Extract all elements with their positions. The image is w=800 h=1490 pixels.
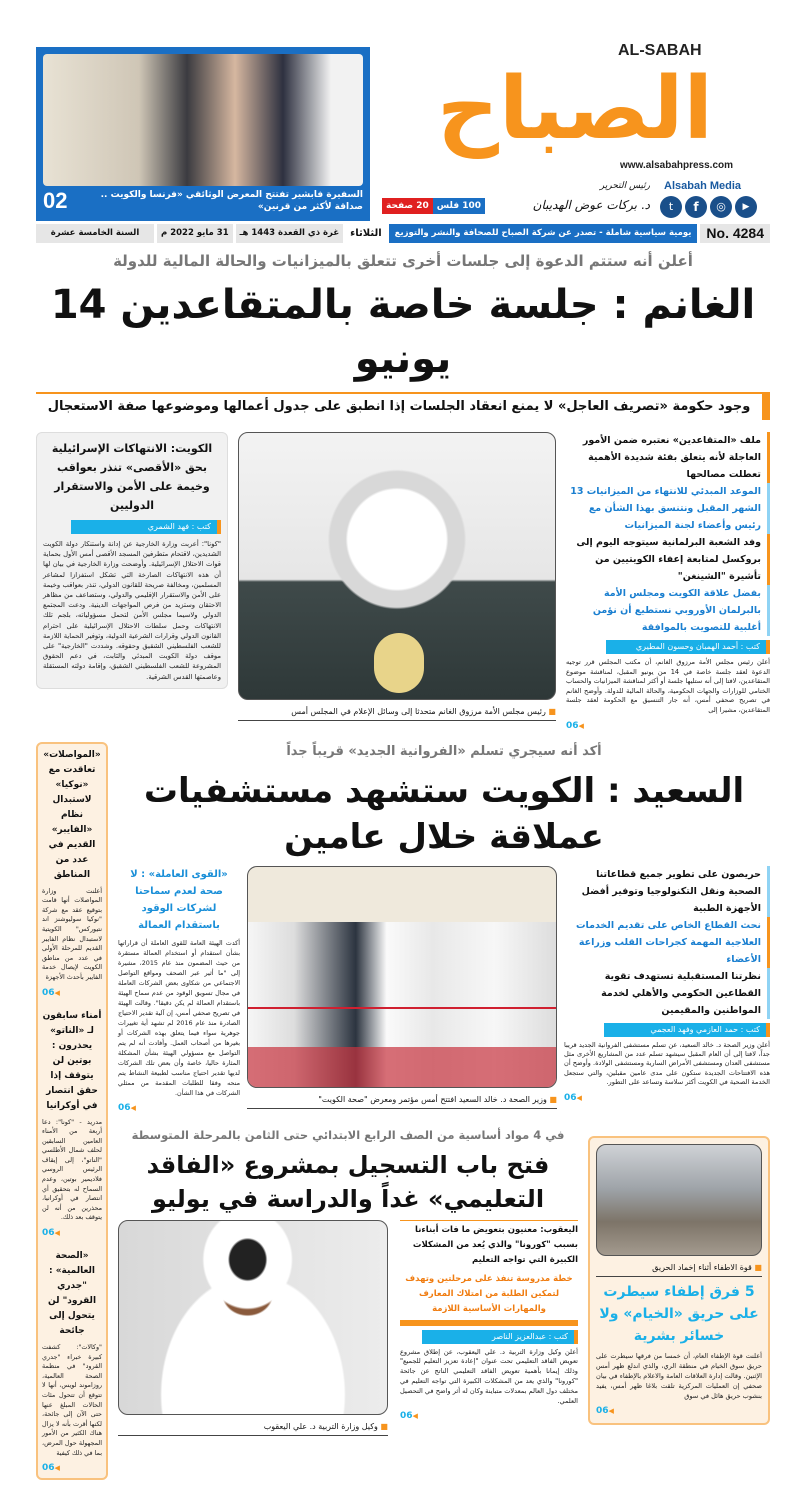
education-photo <box>118 1220 388 1415</box>
lower-main <box>118 742 770 1481</box>
lead-row <box>36 432 770 732</box>
fire-caption: ■ قوة الاطفاء أثناء إخماد الحريق <box>596 1260 762 1277</box>
health-page[interactable]: 06 ◀ <box>564 1092 770 1104</box>
education-headline[interactable]: فتح باب التسجيل بمشروع «الفاقد التعليمي» غداً والدراسة في يوليو <box>146 1150 550 1213</box>
promo-text: السفيرة فابشير تفتتح المعرض الوثائقي «فرنسا والكويت .. صداقة لأكثر من قرنين» <box>100 190 363 212</box>
emblem <box>374 633 424 693</box>
education-story[interactable] <box>118 1126 578 1436</box>
date-bar <box>36 224 770 243</box>
left-column <box>36 742 108 1481</box>
red-carpet <box>248 1047 556 1087</box>
left-story-1[interactable]: «المواصلات» تعاقدت مع «نوكيا» لاستبدال نظام «الفايبر» القديم في عدد من المناطق أعلنت وزارة المواصلات أنها قامت بتوقيع عقد مع شركة "نوكيا سوليوشنز اند نتيوركس" الكويتية لاستبدال نظام الفايبر القديم للمرحلة الأولى في عدد من مناطق الكويت لإيصال خدمة الفايبر بأحدث الأجهزة 06 ◀ <box>42 748 102 999</box>
hijri-date: غرة ذي القعدة 1443 هـ <box>236 224 344 243</box>
health-photo-column <box>247 866 557 1109</box>
health-photo <box>247 866 557 1088</box>
lead-highlights: ملف «المتقاعدين» نعتبره ضمن الأمور العاجلة لأنه يتعلق بفئة شديدة الأهمية تعطلت مصالحها الموعد المبدئي للانتهاء من الميزانيات 13 الشهر المقبل ونتنسق بهذا الشأن مع رئيس وأعضاء لجنة الميزانيات وفد الشعبة البرلمانية سيتوجه اليوم إلى بروكسل لمتابعة إعفاء الكويتيين من تأشيرة "الشينغن" بفضل علاقة الكويت ومجلس الأمة بالبرلمان الأوروبي نستطيع أن نؤمن أغلبية للتصويت بالموافقة <box>566 432 770 636</box>
issue-number: No. 4284 <box>700 224 770 243</box>
health-kicker: أكد أنه سيجري تسلم «الفروانية الجديد» قريباً جداً <box>286 743 602 759</box>
twitter-icon[interactable]: t <box>660 196 682 218</box>
aqsa-headline: الكويت: الانتهاكات الإسرائيلية بحق «الأقصى» تنذر بعواقب وخيمة على الأمن والاستقرار الدوليين <box>51 442 213 512</box>
manpower-story[interactable]: «القوى العاملة» : لا صحة لعدم سماحنا لشركات الوقود باستقدام العمالة أكدت الهيئة العامة للقوى العاملة أن قراراتها بشأن استقدام أو استخدام العمالة مستقرة من حيث المضمون منذ عام 2015، مشيرة إلى "ما أثير عبر الصحف ومواقع التواصل الاجتماعي من شكاوى بعض الشركات العاملة في مجال تسويق الوقود من عدم سماح الهيئة باستقدام العمالة لم يكن دقيقا". وقالت الهيئة في تصريح صحفي أمس، إن آلية تقدير الاحتياج الصادرة منذ عام 2016 لم تشهد أية تغييرات جوهرية سواء فيما يتعلق بهذه الشركات أو بغيرها من أصحاب العمل. وأفادت أنه لم يتم التواصل مع مسؤولي الهيئة بشأن المشكلة المثارة حاليا، خاصة وأن بعض تلك الشركات لديها تقدير احتياج مناسب لطبيعة النشاط يتم منحه وفقا للطلبات المقدمة من ممثلي الشركات في هذا الشأن. 06 ◀ <box>118 866 240 1114</box>
fire-page[interactable]: 06 ◀ <box>596 1405 762 1417</box>
lead-page[interactable]: 06 ◀ <box>566 720 770 732</box>
price-tag: 100 فلس 20 صفحة <box>382 198 485 214</box>
social-icons <box>660 196 757 218</box>
lead-byline: كتب : أحمد الهمبان وحسون المطيري <box>606 640 770 654</box>
tagline: يومية سياسية شاملة - تصدر عن شركة الصباح للصحافة والنشر والتوزيع <box>389 224 698 243</box>
aqsa-box[interactable] <box>36 432 228 689</box>
education-photo-column <box>118 1220 388 1436</box>
fire-photo <box>596 1144 762 1256</box>
lead-headline[interactable]: الغانم : جلسة خاصة بالمتقاعدين 14 يونيو <box>50 282 756 382</box>
lead-kicker: أعلن أنه ستتم الدعوة إلى جلسات أخرى تتعلق بالميزانيات والحالة المالية للدولة <box>113 252 693 270</box>
editor-title: رئيس التحرير <box>599 181 650 191</box>
ribbon <box>248 1007 556 1009</box>
promo-photo <box>43 54 363 186</box>
aqsa-byline: كتب : فهد الشمري <box>71 520 221 534</box>
health-row <box>118 866 770 1114</box>
logo-en: AL-SABAH <box>618 42 702 59</box>
logo: الصباح <box>437 59 713 159</box>
main-content <box>36 250 770 1490</box>
lead-right-column <box>566 432 770 732</box>
health-highlights: حريصون على تطوير جميع قطاعاتنا الصحية ونقل التكنولوجيا وتوفير أفضل الأجهزة الطبية نحث القطاع الخاص على تقديم الخدمات العلاجية المهمة كجراحات القلب وزراعة الأعضاء نظرتنا المستقبلية تستهدف تقوية القطاعين الحكومي والأهلي لخدمة المواطنين والمقيمين <box>564 866 770 1019</box>
health-headline[interactable]: السعيد : الكويت ستشهد مستشفيات عملاقة خلال عامين <box>143 770 745 857</box>
fire-box[interactable] <box>588 1136 770 1425</box>
education-text: اليعقوب: معنيون بتعويض ما فات أبناءنا بسبب "كورونا" والذي يُعد من المشكلات الكبيرة التي تواجه التعليم خطة مدروسة تنفذ على مرحلتين وتهدف لتمكين الطلبة من امتلاك المعارف والمهارات الأساسية اللازمة كتب : عبدالعزيز الناصر أعلن وكيل وزارة التربية د. علي اليعقوب، عن إطلاق مشروع تعويض الفاقد التعليمي تحت عنوان "إعادة تعزيز التعليم للجميع" وذلك إيمانا بأهمية تعويض الفاقد التعليمي الناتج عن جائحة "كورونا" والذي يعد من المشكلات الكبيرة التي تواجه التعليم في مختلف دول العالم بمعدلات متباينة وكان له أثر واضح في التحصيل العلمي. 06 ◀ <box>400 1220 578 1423</box>
promo-box[interactable] <box>36 47 370 221</box>
year: السنة الخامسة عشرة <box>36 224 154 243</box>
editor-signature: د. بركات عوض الهديبان <box>532 198 650 212</box>
education-caption: ■ وكيل وزارة التربية د. علي اليعقوب <box>118 1419 388 1436</box>
lead-photo <box>238 432 556 700</box>
website[interactable]: www.alsabahpress.com <box>620 160 734 171</box>
fire-body: أعلنت قوة الإطفاء العام، أن خمسا من فرقها سيطرت على حريق سوق الخيام في منطقة الري، والذي اندلع ظهر أمس الإثنين. وقالت إدارة العلاقات العامة والاعلام بالإطفاء في بيان صحفي إن العمليات المركزية تلقت بلاغا ظهر أمس، يفيد بنشوب حريق هائل في سوق <box>596 1351 762 1400</box>
lower-section <box>36 742 770 1481</box>
instagram-icon[interactable]: ◎ <box>710 196 732 218</box>
left-story-2[interactable]: أمناء سابقون لـ «الناتو» يحذرون : بوتين لن يتوقف إذا حقق انتصار في أوكرانيا مدريد - "كونا": دعا أربعة من الأمناء العامين السابقين لحلف شمال الأطلسي "الناتو"، إلى إيقاف الرئيس الروسي فلاديمير بوتين، وعدم السماح له بتحقيق أي انتصار في أوكرانيا، محذرين من أنه لن يتوقف بعد ذلك. 06 ◀ <box>42 1009 102 1240</box>
education-kicker: في 4 مواد أساسية من الصف الرابع الابتدائي حتى الثامن بالمرحلة المتوسطة <box>131 1127 565 1142</box>
fire-headline: 5 فرق إطفاء سيطرت على حريق «الخيام» ولا خسائر بشرية <box>599 1283 759 1344</box>
aqsa-body: "كونا": أعربت وزارة الخارجية عن إدانة واستنكار دولة الكويت الشديدين، لاقتحام متطرفين المسجد الأقصى أمس الأول بحماية قوات الاحتلال الإسرائيلية. وأوضحت وزارة الخارجية في بيان لها أن هذه الانتهاكات الصارخة التي تشكل استفزازا لمشاعر المسلمين، ومخالفة صريحة للقانون الدولي، تنذر بعواقب وخيمة على الأمن والاستقرار الإقليمي والدولي، وستضاعف من مظاهر الاحتقان وستزيد من فرص المواجهات الدينية. ودعت المجتمع الدولي ولاسيما مجلس الأمن لتحمل مسؤولياته، بلجم تلك الانتهاكات وحمل سلطات الاحتلال الإسرائيلية على احترام القانون الدولي وقرارات الشرعية الدولية، وتوفير الحماية اللازمة للشعب الفلسطيني الشقيق وحقوقه. وشددت "الخارجية" على موقف دولة الكويت المبدئي والثابت، في دعم الحقوق المشروعة للشعب الفلسطيني الشقيق، وإقامة دولته المستقلة وعاصمتها القدس الشرقية. <box>43 540 221 681</box>
gregorian-date: 31 مايو 2022 م <box>157 224 233 243</box>
lead-photo-column <box>238 432 556 721</box>
health-right-column <box>564 866 770 1104</box>
education-body-row <box>118 1220 578 1436</box>
left-story-3[interactable]: «الصحة العالمية» : "جدري القرود" لن يتحول إلى جائحة "وكالات": كشفت كبيرة خبراء "جدري القرود" في منظمة الصحة العالمية، روزاموند لويس، أنها لا تتوقع أن تتحول مئات الحالات المبلغ عنها حتى الآن إلى جائحة، لكنها أقرت بأنه لا يزال هناك الكثير من الأمور المجهولة حول المرض، بما في ذلك كيفية 06 ◀ <box>42 1249 102 1474</box>
promo-page: 02 <box>43 188 68 213</box>
media-label: Alsabah Media <box>664 180 742 192</box>
lead-subhead: وجود حكومة «تصريف العاجل» لا يمنع انعقاد الجلسات إذا انطبق على جدول أعمالها وموضوعها صفة الاستعجال <box>36 392 770 420</box>
facebook-icon[interactable]: f <box>685 196 707 218</box>
health-caption: ■ وزير الصحة د. خالد السعيد افتتح أمس مؤتمر ومعرض "صحة الكويت" <box>247 1092 557 1109</box>
day: الثلاثاء <box>350 228 382 239</box>
lead-body: أعلن رئيس مجلس الأمة مرزوق الغانم، أن مكتب المجلس قرر توجيه الدعوة لعقد جلسة خاصة في 14 من يونيو المقبل، لمناقشة موضوع المتقاعدين، لافتا إلى أنه ستليها جلسة أو أكثر لمناقشة الميزانيات والحساب الختامي للوزارات والجهات الحكومية، والحالة المالية للدولة. وأوضح الغانم في تصريح صحفي أمس، أنه جار التنسيق مع الحكومة لعقد جلسة المتقاعدين، مشيرا إلى <box>566 658 770 714</box>
education-row <box>118 1126 770 1436</box>
health-byline: كتب : حمد العازمي وفهد العجمي <box>604 1023 770 1037</box>
youtube-icon[interactable]: ▶ <box>735 196 757 218</box>
health-body: أعلن وزير الصحة د. خالد السعيد، عن تسلم مستشفى الفروانية الجديد قريبا جداً، لافتا إلى أن العام المقبل سيشهد تسلم عدد من المشاريع الأخرى مثل مستشفى العدان ومستشفى الأمراض السارية ومستشفى الولادة. وأوضح أن هذه الافتتاحات الجديدة ستكون على مدى عامين مقبلين، والتي ستجعل الخدمة الصحية في الكويت أكثر سلاسة وتساعد على التطور. <box>564 1040 770 1087</box>
lead-caption: ■ رئيس مجلس الأمة مرزوق الغانم متحدثا إلى وسائل الإعلام في المجلس أمس <box>238 704 556 721</box>
